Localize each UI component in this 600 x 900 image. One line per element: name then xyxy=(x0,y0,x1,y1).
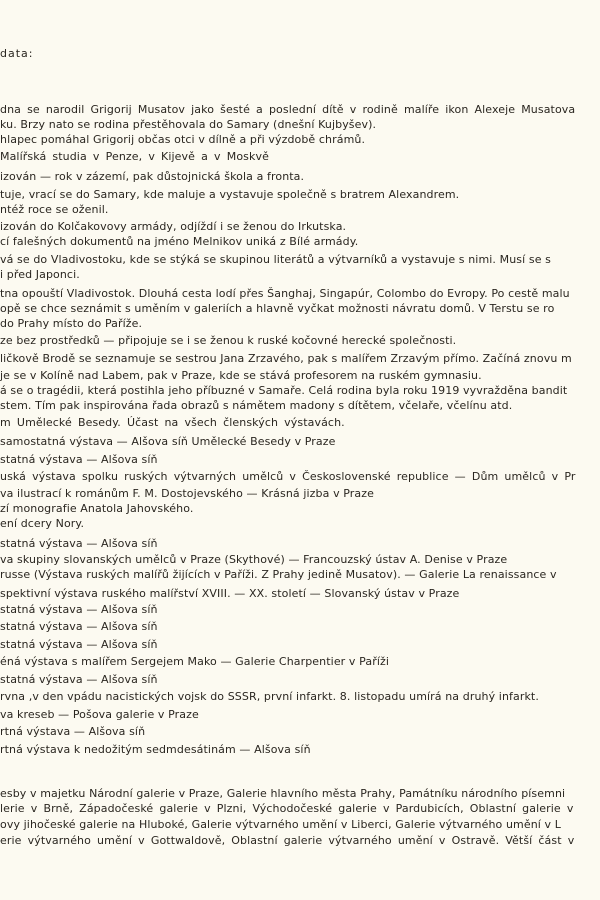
chronology-line: izován do Kolčakovovy armády, odjíždí i se ženou do Irkutska. xyxy=(0,220,347,233)
chronology-line: do Prahy místo do Paříže. xyxy=(0,317,143,330)
chronology-line: statná výstava — Alšova síň xyxy=(0,673,158,686)
chronology-line: hlapec pomáhal Grigorij občas otci v dílně a při výzdobě chrámů. xyxy=(0,133,366,146)
chronology-line: stem. Tím pak inspirována řada obrazů s námětem madony s dítětem, včelaře, včelínu atd. xyxy=(0,399,513,412)
chronology-line: zí monografie Anatola Jahovského. xyxy=(0,502,194,515)
chronology-line: tuje, vrací se do Samary, kde maluje a vystavuje společně s bratrem Alexandrem. xyxy=(0,188,460,201)
chronology-line: m Umělecké Besedy. Účast na všech členských výstavách. xyxy=(0,416,345,429)
chronology-line: spektivní výstava ruského malířství XVIII. — XX. století — Slovanský ústav v Praze xyxy=(0,587,460,600)
chronology-line: je se v Kolíně nad Labem, pak v Praze, kde se stává profesorem na ruském gymnasiu. xyxy=(0,369,482,382)
chronology-line: ení dcery Nory. xyxy=(0,517,85,530)
chronology-line: izován — rok v zázemí, pak důstojnická škola a fronta. xyxy=(0,170,305,183)
chronology-line: vá se do Vladivostoku, kde se stýká se skupinou literátů a výtvarníků a vystavuje s nimi. Musí se s xyxy=(0,253,551,266)
chronology-line: samostatná výstava — Alšova síň Umělecké Besedy v Praze xyxy=(0,435,336,448)
chronology-line: ntéž roce se oženil. xyxy=(0,203,109,216)
chronology-line: dna se narodil Grigorij Musatov jako šesté a poslední dítě v rodině malíře ikon Alexeje Musatova xyxy=(0,103,576,116)
chronology-line: statná výstava — Alšova síň xyxy=(0,453,158,466)
chronology-line: statná výstava — Alšova síň xyxy=(0,620,158,633)
chronology-line: ku. Brzy nato se rodina přestěhovala do Samary (dnešní Kujbyšev). xyxy=(0,118,377,131)
collections-line: esby v majetku Národní galerie v Praze, Galerie hlavního města Prahy, Památníku národního písemni xyxy=(0,787,566,800)
chronology-line: tna opouští Vladivostok. Dlouhá cesta lodí přes Šanghaj, Singapúr, Colombo do Evropy. Po cestě malu xyxy=(0,287,570,300)
chronology-line: ličkově Brodě se seznamuje se sestrou Jana Zrzavého, pak s malířem Zrzavým přímo. Začíná znovu m xyxy=(0,352,572,365)
chronology-line: éná výstava s malířem Sergejem Mako — Galerie Charpentier v Paříži xyxy=(0,655,389,668)
chronology-line: ze bez prostředků — připojuje se i se ženou k ruské kočovné herecké společnosti. xyxy=(0,334,457,347)
chronology-line: uská výstava spolku ruských výtvarných umělců v Československé republice — Dům umělců v Pr xyxy=(0,470,576,483)
chronology-line: russe (Výstava ruských malířů žijících v Paříži. Z Prahy jedině Musatov). — Galerie La renaissance v xyxy=(0,568,557,581)
chronology-line: rvna ,v den vpádu nacistických vojsk do SSSR, první infarkt. 8. listopadu umírá na druhý infarkt. xyxy=(0,690,539,703)
chronology-line: statná výstava — Alšova síň xyxy=(0,603,158,616)
chronology-line: opě se chce seznámit s uměním v galeriích a hlavně vyčkat možnosti návratu domů. V Terstu se ro xyxy=(0,302,555,315)
collections-line: ovy jihočeské galerie na Hluboké, Galerie výtvarného umění v Liberci, Galerie výtvarného umění v L xyxy=(0,818,561,831)
chronology-line: va ilustrací k románům F. M. Dostojevského — Krásná jizba v Praze xyxy=(0,487,375,500)
chronology-line: rtná výstava — Alšova síň xyxy=(0,725,146,738)
chronology-line: va skupiny slovanských umělců v Praze (Skythové) — Francouzský ústav A. Denise v Praze xyxy=(0,553,508,566)
chronology-line: á se o tragédii, která postihla jeho příbuzné v Samaře. Celá rodina byla roku 1919 vyvražděna bandit xyxy=(0,384,568,397)
chronology-line: statná výstava — Alšova síň xyxy=(0,537,158,550)
chronology-line: cí falešných dokumentů na jméno Melnikov uniká z Bílé armády. xyxy=(0,235,359,248)
chronology-line: statná výstava — Alšova síň xyxy=(0,638,158,651)
chronology-line: va kreseb — Pošova galerie v Praze xyxy=(0,708,199,721)
chronology-line: Malířská studia v Penze, v Kijevě a v Moskvě xyxy=(0,150,269,163)
chronology-line: i před Japonci. xyxy=(0,268,80,281)
collections-line: erie výtvarného umění v Gottwaldově, Oblastní galerie výtvarného umění v Ostravě. Větší část v xyxy=(0,834,575,847)
chronology-line: rtná výstava k nedožitým sedmdesátinám — Alšova síň xyxy=(0,743,311,756)
collections-line: lerie v Brně, Západočeské galerie v Plzni, Východočeské galerie v Pardubicích, Oblastní galerie v xyxy=(0,802,574,815)
section-heading: data: xyxy=(0,47,34,60)
